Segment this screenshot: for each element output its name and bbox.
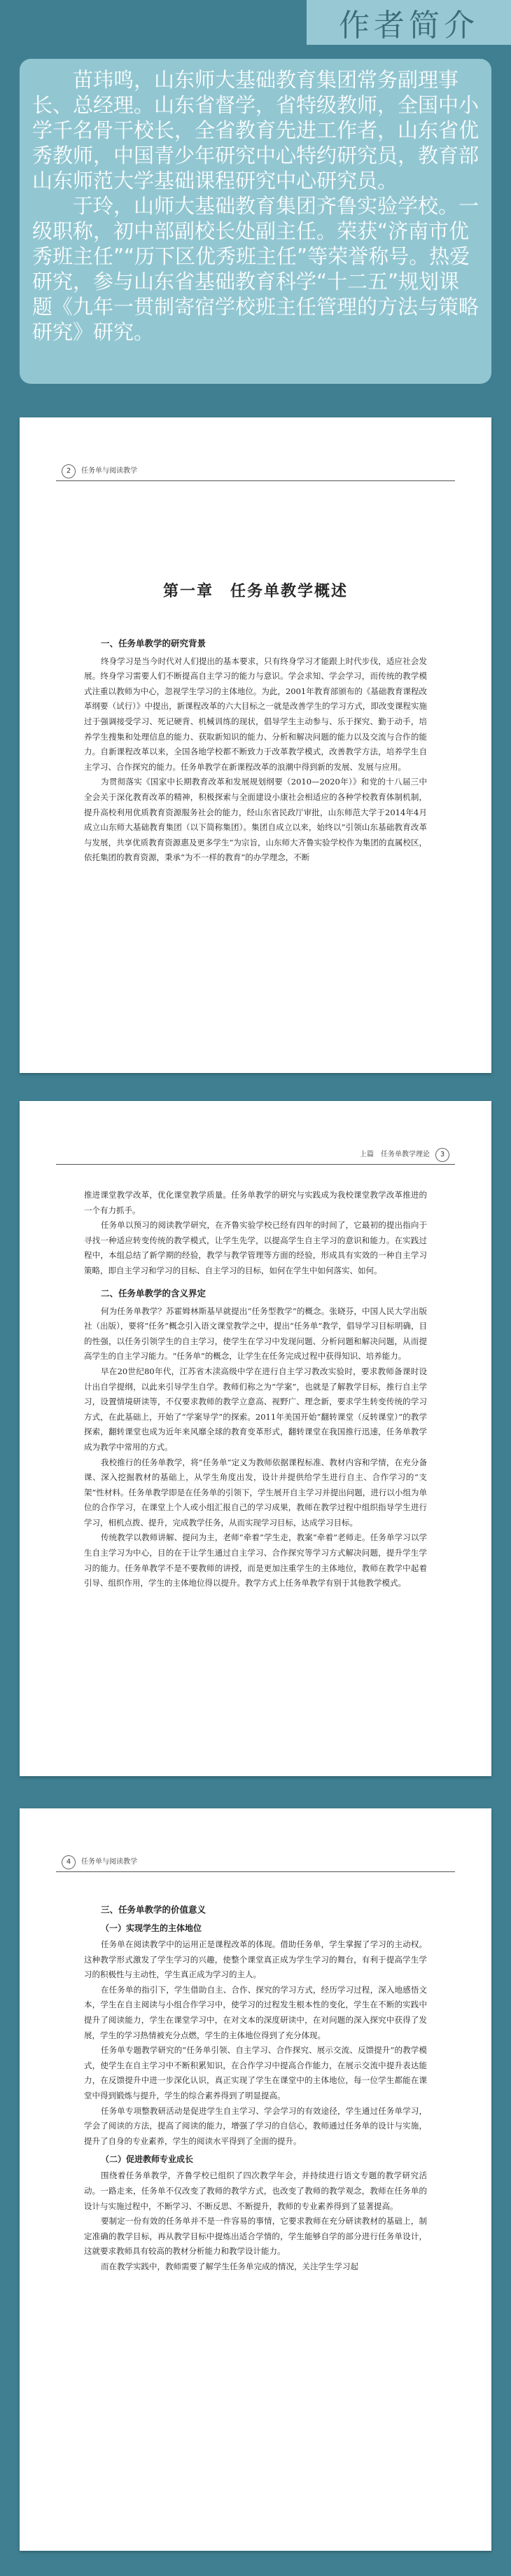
chapter-title: 第一章 任务单教学概述 bbox=[162, 582, 348, 600]
paragraph: 要制定一份有效的任务单并不是一件容易的事情，它要求教师在充分研读教材的基础上，制定准确的教学目标，再从教学目标中提炼出适合学情的，学生能够自学的部分进行任务单设计，这就要求教师具有较高的教材分析能力和教学设计能力。 bbox=[84, 2216, 427, 2257]
subsection-heading: （一）实现学生的主体地位 bbox=[101, 1923, 202, 1933]
paragraph: 在任务单的指引下，学生借助自主、合作、探究的学习方式，经历学习过程，深入地感悟文本，学生在自主阅读与小组合作学习中，使学习的过程发生根本性的变化，学生在不断的实践中提升了阅读能力，学生在课堂学习中，在对文本的深度研读中，在对问题的深入探究中获得了发展，学生的学习热情被充分点燃，学生的主体地位得到了充分体现。 bbox=[84, 1984, 427, 2040]
paragraph: 推进课堂教学改革，优化课堂教学质量。任务单教学的研究与实践成为我校课堂教学改革推进的一个有力抓手。 bbox=[84, 1190, 427, 1215]
page-number: 4 bbox=[62, 1855, 76, 1869]
paragraph: 而在教学实践中，教师需要了解学生任务单完成的情况，关注学生学习起 bbox=[101, 2261, 358, 2271]
section-heading: 一、任务单教学的研究背景 bbox=[101, 637, 206, 649]
paragraph: 围绕着任务单教学，齐鲁学校已组织了四次教学年会，并持续进行语文专题的教学研究活动。一路走来，任务单不仅改变了教师的教学方式，也改变了教师的教学观念，教师在任务单的设计与实施过程中，不断学习、不断反思、不断提升，教师的专业素养得到了显著提高。 bbox=[84, 2170, 427, 2211]
paragraph: 为贯彻落实《国家中长期教育改革和发展规划纲要（2010—2020年）》和党的十八届三中全会关于深化教育改革的精神，积极探索与全面建设小康社会相适应的各种学校教育体制机制，提升高校利用优质教育资源服务社会的能力，经山东省民政厅审批，山东师范大学于2014年4月成立山东师大基础教育集团（以下简称集团）。集团自成立以来，始终以“引领山东基础教育改革与发展，共享优质教育资源惠及更多学生”为宗旨，山东师大齐鲁实验学校作为集团的直属校区，依托集团的教育资源，秉承“为不一样的教育”的办学理念，不断 bbox=[84, 777, 427, 863]
page-header bbox=[360, 1147, 455, 1163]
section-heading: 三、任务单教学的价值意义 bbox=[101, 1904, 206, 1915]
banner-title: 作者简介 bbox=[339, 8, 479, 43]
page-header bbox=[56, 1855, 137, 1870]
page-header bbox=[56, 464, 137, 479]
book-page-2 bbox=[20, 1101, 491, 1776]
running-head: 任务单与阅读教学 bbox=[81, 467, 137, 476]
running-head: 任务单与阅读教学 bbox=[81, 1858, 137, 1867]
paragraph: 任务单在阅读教学中的运用正是课程改革的体现。借助任务单，学生掌握了学习的主动权。这种教学形式激发了学生学习的兴趣，使整个课堂真正成为学生学习的舞台，有利于提高学生学习的积极性与主动性，学生真正成为学习的主人。 bbox=[84, 1939, 427, 1980]
banner bbox=[307, 0, 511, 45]
bio-paragraph-2: 于玲，山师大基础教育集团齐鲁实验学校。一级职称，初中部副校长处副主任。荣获“济南市优秀班主任”“历下区优秀班主任”等荣誉称号。热爱研究，参与山东省基础教育科学“十二五”规划课题《九年一贯制寄宿学校班主任管理的方法与策略研究》研究。 bbox=[32, 194, 479, 344]
header-rule bbox=[56, 1871, 455, 1872]
paragraph: 何为任务单教学？苏霍姆林斯基早就提出“任务型教学”的概念。张晓芬，中国人民大学出版社（出版），要将“任务”概念引入语文课堂教学之中，提出“任务单”教学，倡导学习目标明确，目的性强，以任务引领学生的自主学习，使学生在学习中发现问题、分析问题和解决问题，从而提高学生的自主学习能力。“任务单”的概念，让学生在任务完成过程中获得知识、培养能力。 bbox=[84, 1306, 427, 1362]
page-number: 2 bbox=[62, 464, 76, 478]
paragraph: 早在20世纪80年代，江苏省木渎高级中学在进行自主学习教改实验时，要求教师备课时设计出自学提纲，以此来引导学生自学。教师们称之为“学案”，也就是了解教学目标，推行自主学习，设置情境研读等，不仅要求教师的教学立意高、视野广、理念新，要求学生转变传统的学习方式，在此基础上，开始了“学案导学”的探索。2011年美国开始“翻转课堂（反转课堂）”的教学探索，翻转课堂也成为近年来风靡全球的教育变革形式，翻转课堂在我国推行迅速，任务单教学成为教学中常用的方式。 bbox=[84, 1366, 427, 1452]
running-head: 上篇 任务单教学理论 bbox=[360, 1151, 430, 1159]
header-rule bbox=[56, 1164, 455, 1165]
page-content bbox=[84, 584, 427, 866]
paragraph: 终身学习是当今时代对人们提出的基本要求，只有终身学习才能跟上时代步伐，适应社会发展。终身学习需要人们不断提高自主学习的能力与意识。学会求知、学会学习，而传统的教学模式注重以教师为中心，忽视学生学习的主体地位。为此，2001年教育部颁布的《基础教育课程改革纲要（试行）》中提出，新课程改革的六大目标之一就是改善学生的学习方式，即改变课程实施过于强调接受学习、死记硬背、机械训练的现状，倡导学生主动参与、乐于探究、勤于动手，培养学生搜集和处理信息的能力、获取新知识的能力、分析和解决问题的能力以及交流与合作的能力。自新课程改革以来，全国各地学校都不断致力于改革教学模式，改善教学方法，培养学生自主学习、合作探究的能力。任务单教学在新课程改革的浪潮中得到新的发展、发展与应用。 bbox=[84, 656, 427, 772]
book-page-3 bbox=[20, 1808, 491, 2551]
page-content bbox=[84, 1188, 427, 1591]
subsection-heading: （二）促进教师专业成长 bbox=[101, 2154, 194, 2165]
book-page-1 bbox=[20, 417, 491, 1073]
header-rule bbox=[56, 480, 455, 481]
paragraph: 任务单专题教学研究的“任务单引领、自主学习、合作探究、展示交流、反馈提升”的教学模式，使学生在自主学习中不断积累知识，在合作学习中提高合作能力，在展示交流中提升表达能力，在反馈提升中进一步深化认识，真正实现了学生在课堂中的主体地位，每一位学生都能在课堂中得到锻炼与提升，学生的综合素养得到了明显提高。 bbox=[84, 2045, 427, 2100]
section-heading: 二、任务单教学的含义界定 bbox=[101, 1287, 206, 1299]
paragraph: 我校推行的任务单教学，将“任务单”定义为教师依据课程标准、教材内容和学情，在充分备课、深入挖掘教材的基础上，从学生角度出发，设计并提供给学生进行自主、合作学习的“支架”性材料。任务单教学即是在任务单的引领下，学生展开自主学习并提出问题，进行以小组为单位的合作学习，在课堂上个人或小组汇报自己的学习成果，教师在教学过程中组织指导学生进行学习，相机点拨、提升，完成教学任务，从而实现学习目标，达成学习目标。 bbox=[84, 1457, 427, 1528]
page-number: 3 bbox=[435, 1148, 449, 1162]
author-bio bbox=[20, 59, 491, 384]
page-content bbox=[84, 1895, 427, 2274]
paragraph: 传统教学以教师讲解、提问为主，老师“牵着”学生走，教案“牵着”老师走。任务单学习以学生自主学习为中心，目的在于让学生通过自主学习、合作探究等学习方式解决问题，提升学生学习的能力。任务单教学不是不要教师的讲授，而是更加注重学生的主体地位，教师在教学中起着引导、组织作用，学生的主体地位得以提升。教学方式上任务单教学有别于其他教学模式。 bbox=[84, 1532, 427, 1588]
bio-paragraph-1: 苗玮鸣，山东师大基础教育集团常务副理事长、总经理。山东省督学，省特级教师，全国中小学千名骨干校长，全省教育先进工作者，山东省优秀教师，中国青少年研究中心特约研究员，教育部山东师范大学基础课程研究中心研究员。 bbox=[32, 68, 479, 193]
paragraph: 任务单专项整教研活动是促进学生自主学习、学会学习的有效途径，学生通过任务单学习，学会了阅读的方法，提高了阅读的能力，增强了学习的自信心，教师通过任务单的设计与实施，提升了自身的专业素养，学生的阅读水平得到了全面的提升。 bbox=[84, 2105, 427, 2146]
paragraph: 任务单以预习的阅读教学研究，在齐鲁实验学校已经有四年的时间了，它最初的提出指向于寻找一种适应转变传统的教学模式，让学生先学，以提高学生自主学习的意识和能力。在实践过程中，本组总结了新学期的经验，教学与教学管理等方面的经验，形成具有实效的一种自主学习策略，即自主学习和学习的目标、自主学习的目标，如何在学生中如何落实、如何。 bbox=[84, 1220, 427, 1275]
